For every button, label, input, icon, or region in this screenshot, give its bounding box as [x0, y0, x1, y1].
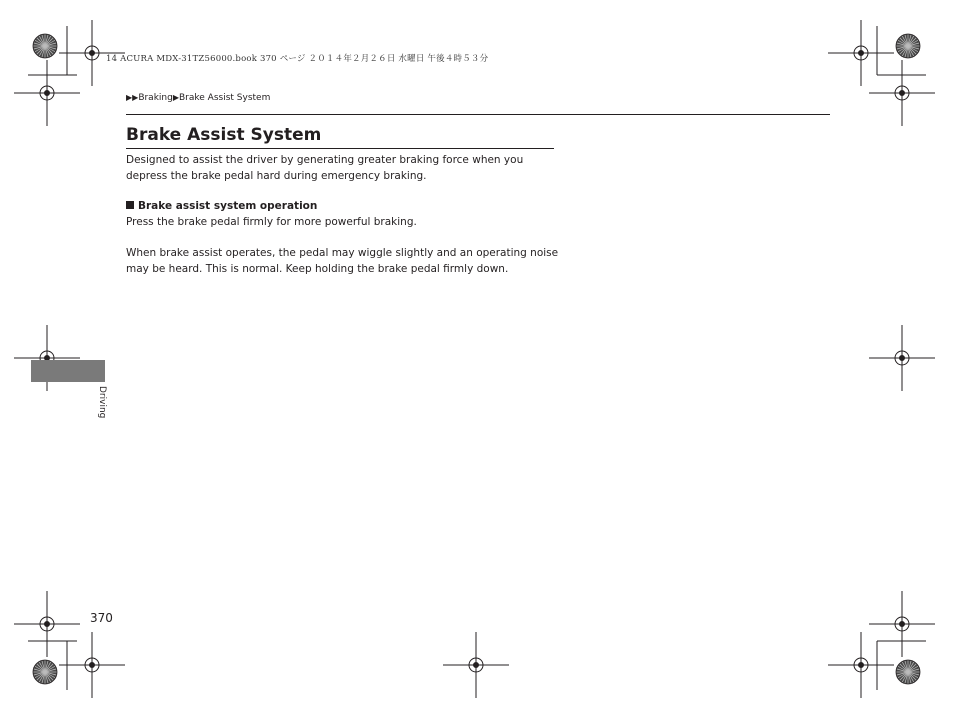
breadcrumb-arrow-icon: ▶	[172, 93, 179, 102]
chapter-label: Driving	[97, 386, 107, 419]
square-bullet-icon	[126, 201, 134, 209]
registration-target-icon	[443, 632, 509, 698]
chapter-tab	[31, 360, 105, 382]
breadcrumb-item-current: Brake Assist System	[179, 93, 271, 103]
color-bar-rosette-icon	[33, 660, 57, 684]
registration-target-icon	[869, 325, 935, 391]
section-heading	[126, 200, 317, 212]
registration-target-icon	[869, 591, 935, 657]
section-heading-text: Brake assist system operation	[138, 200, 318, 212]
breadcrumb-arrow-icon: ▶▶	[126, 93, 139, 102]
color-bar-rosette-icon	[896, 34, 920, 58]
title-rule	[126, 148, 554, 149]
registration-target-icon	[14, 591, 80, 657]
registration-target-icon	[59, 632, 125, 698]
breadcrumb-item-braking[interactable]: Braking	[138, 93, 173, 103]
registration-target-icon	[14, 60, 80, 126]
page-title: Brake Assist System	[126, 125, 322, 145]
breadcrumb	[126, 93, 270, 103]
section-paragraph-1: Press the brake pedal firmly for more powerful braking.	[126, 216, 417, 228]
page-number: 370	[90, 611, 113, 625]
intro-paragraph: Designed to assist the driver by generating greater braking force when you depress the brake pedal hard during emergency braking.	[126, 154, 524, 182]
header-rule	[126, 114, 830, 115]
registration-target-icon	[828, 20, 894, 86]
section-paragraph-2: When brake assist operates, the pedal may wiggle slightly and an operating noise may be heard. This is normal. Keep holding the brake pedal firmly down.	[126, 247, 559, 275]
print-stamp: 14 ACURA MDX-31TZ56000.book 370 ページ ２０１４年２月２６日 水曜日 午後４時５３分	[106, 54, 489, 64]
color-bar-rosette-icon	[33, 34, 57, 58]
registration-target-icon	[828, 632, 894, 698]
color-bar-rosette-icon	[896, 660, 920, 684]
registration-target-icon	[869, 60, 935, 126]
